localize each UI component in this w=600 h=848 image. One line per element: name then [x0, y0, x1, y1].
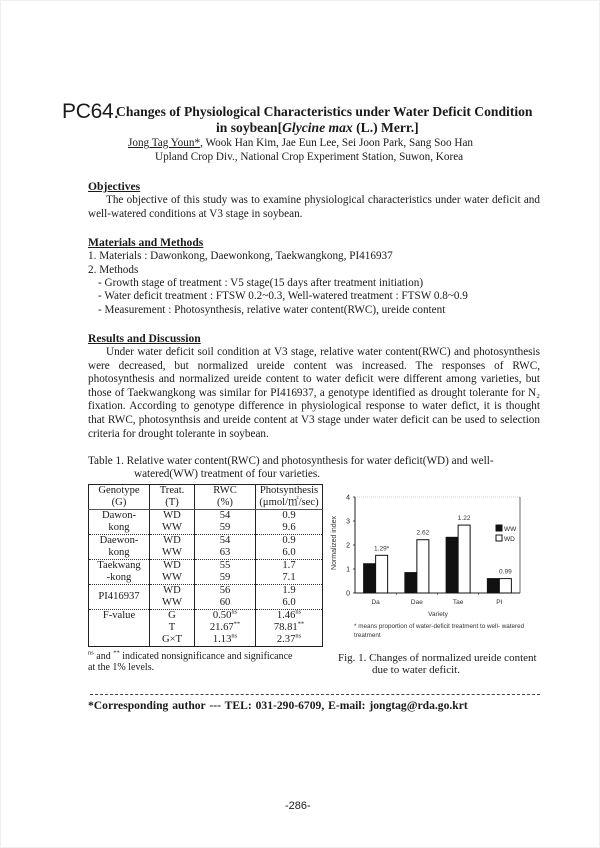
- genotype-cell: PI416937: [89, 585, 150, 610]
- genotype-name-cont: kong: [108, 547, 130, 558]
- x-axis-label: Variety: [428, 611, 448, 618]
- table-row: [89, 560, 323, 573]
- subheader-g: (G): [89, 497, 150, 510]
- title-pre: in soybean[: [216, 120, 283, 135]
- x-tick-label: PI: [496, 599, 503, 606]
- header-genotype: Genotype: [89, 485, 150, 498]
- legend-swatch-wd: [496, 535, 502, 541]
- ps-cell: 6.0: [256, 597, 323, 610]
- title-line-2: [216, 120, 419, 136]
- x-tick-label: Da: [371, 599, 380, 606]
- rwc-cell: 54: [195, 535, 256, 548]
- y-tick-label: 0: [346, 590, 350, 598]
- sig-mark: ns: [231, 632, 238, 640]
- footnote-text-1: and: [93, 651, 114, 662]
- ps-cell: 1.7: [256, 560, 323, 573]
- ps-cell: 7.1: [256, 572, 323, 585]
- authors: [128, 137, 473, 150]
- header-photosynthesis: Photsynthesis: [256, 485, 323, 498]
- corresponding-author: *Corresponding author --- TEL: 031-290-6709, E-mail: jongtag@rda.go.krt: [88, 699, 468, 712]
- bar-wd: [499, 579, 511, 593]
- fvalue-source: T: [150, 622, 195, 634]
- bars: [364, 525, 512, 593]
- coauthors: , Wook Han Kim, Jae Eun Lee, Sei Joon Park, Sang Soo Han: [200, 137, 474, 149]
- bar-ww: [446, 537, 458, 593]
- footnote-text-2: indicated nonsignificance and significance: [119, 651, 293, 662]
- y-tick-label: 4: [346, 494, 350, 502]
- rwc-cell: 63: [195, 547, 256, 560]
- fvalue-ps-value: 78.81: [273, 622, 298, 634]
- y-tick-label: 1: [346, 566, 350, 574]
- methods-item-growth-stage: - Growth stage of treatment : V5 stage(15 days after treatment initiation): [98, 277, 424, 289]
- species-name: Glycine max: [282, 120, 353, 135]
- figure1-caption-line-1: Fig. 1. Changes of normalized ureide content: [338, 652, 537, 664]
- header-treat: Treat.: [150, 485, 195, 498]
- objectives-heading: Objectives: [88, 180, 141, 193]
- results-paragraph: Under water deficit soil condition at V3 stage, relative water content(RWC) and photosynthesis were decreased, but normalized ureide content was increased. The responses of RWC, photosynthesis and normalized ureide content to water deficit were different among varieties, but those of Taekwangkong was similar for PI416937, a genotype identified as drought tolerante for N₂ fixation. According to genotype difference in physiological response to water defict, it is thought that RWC, photosynthsis and ureide content at V3 stage under water deficit can be used to selection criteria for drought tolerante in soybean.: [88, 346, 540, 440]
- treat-cell: WW: [150, 597, 195, 610]
- treat-cell: WD: [150, 585, 195, 598]
- rwc-cell: 56: [195, 585, 256, 598]
- fvalue-rwc-value: 21.67: [209, 622, 234, 634]
- bar-label: 2.62: [416, 529, 430, 537]
- bar-wd: [417, 540, 429, 593]
- table-row: [89, 510, 323, 523]
- figure1-caption: [338, 652, 544, 676]
- bar-wd: [376, 555, 388, 593]
- subheader-ps-unit: (μmol/㎡/sec): [256, 497, 323, 510]
- methods-item-water-treatment: - Water deficit treatment : FTSW 0.2~0.3, Well-watered treatment : FTSW 0.8~0.9: [98, 290, 468, 302]
- footnote-star-mark: **: [113, 649, 120, 657]
- table1-caption-line-1: Table 1. Relative water content(RWC) and photosynthesis for water deficit(WD) and well-: [88, 455, 494, 467]
- header-rwc: RWC: [195, 485, 256, 498]
- treat-cell: WD: [150, 510, 195, 523]
- bar-label: 1.29*: [374, 545, 390, 553]
- rwc-cell: 59: [195, 572, 256, 585]
- methods-item-materials: 1. Materials : Dawonkong, Daewonkong, Taekwangkong, PI416937: [88, 250, 393, 262]
- genotype-name: Taekwang: [97, 560, 141, 572]
- legend: [496, 525, 517, 543]
- fvalue-row: [89, 610, 323, 623]
- bar-label: 1.22: [457, 515, 471, 523]
- y-axis-label: Normalized index: [331, 515, 338, 571]
- table-row: [89, 535, 323, 548]
- legend-label-wd: WD: [504, 536, 515, 543]
- genotype-cell: [89, 535, 150, 560]
- fvalue-label: F-value: [89, 610, 150, 647]
- fvalue-ps-value: 2.37: [276, 634, 296, 646]
- table1-block: [88, 484, 328, 673]
- rwc-cell: 54: [195, 510, 256, 523]
- figure1-caption-line-2: due to water deficit.: [372, 664, 460, 676]
- objectives-paragraph: The objective of this study was to examine physiological characteristics under water deficit and well-watered conditions at V3 stage in soybean.: [88, 194, 540, 220]
- sig-mark: ns: [295, 608, 302, 616]
- treat-cell: WD: [150, 560, 195, 573]
- bar-label: 0.99: [499, 568, 512, 576]
- ps-cell: 0.9: [256, 510, 323, 523]
- bar-ww: [405, 573, 417, 593]
- fvalue-rwc: [195, 622, 256, 634]
- rwc-cell: 60: [195, 597, 256, 610]
- y-axis-ticks: [346, 495, 355, 598]
- table-row: [89, 585, 323, 598]
- fvalue-ps-value: 1.46: [276, 610, 296, 622]
- genotype-cell: [89, 510, 150, 535]
- fvalue-source: G×T: [150, 634, 195, 647]
- sig-mark: ns: [295, 632, 302, 640]
- ps-cell: 6.0: [256, 547, 323, 560]
- fvalue-ps: [256, 610, 323, 623]
- genotype-cell: [89, 560, 150, 585]
- fvalue-ps: [256, 622, 323, 634]
- objectives-text: [88, 194, 540, 221]
- page-number: -286-: [285, 800, 311, 812]
- treat-cell: WW: [150, 547, 195, 560]
- fvalue-ps: [256, 634, 323, 647]
- legend-label-ww: WW: [504, 526, 517, 533]
- methods-heading: Materials and Methods: [88, 236, 204, 249]
- bar-wd: [458, 525, 470, 593]
- sig-mark: **: [297, 620, 305, 628]
- separator-dashed: [90, 694, 540, 695]
- treat-cell: WD: [150, 535, 195, 548]
- genotype-name: Daewon-: [99, 535, 139, 547]
- fvalue-rwc-value: 1.13: [212, 634, 232, 646]
- ps-cell: 1.9: [256, 585, 323, 598]
- figure1-chart: [322, 485, 532, 621]
- results-text: [88, 346, 540, 441]
- rwc-cell: 55: [195, 560, 256, 573]
- fvalue-rwc: [195, 634, 256, 647]
- abstract-code: PC64.: [62, 100, 119, 123]
- methods-item-methods: 2. Methods: [88, 264, 139, 276]
- methods-item-measurement: - Measurement : Photosynthesis, relative water content(RWC), ureide content: [98, 304, 446, 316]
- ps-cell: 0.9: [256, 535, 323, 548]
- affiliation: Upland Crop Div., National Crop Experiment Station, Suwon, Korea: [155, 151, 464, 163]
- figure1-block: [322, 485, 544, 676]
- treat-cell: WW: [150, 572, 195, 585]
- genotype-name: Dawon-: [101, 510, 137, 522]
- y-tick-label: 3: [346, 518, 350, 526]
- fvalue-source: G: [150, 610, 195, 623]
- results-heading: Results and Discussion: [88, 332, 201, 345]
- bar-ww: [487, 579, 499, 593]
- treat-cell: WW: [150, 522, 195, 535]
- bar-labels: [374, 515, 512, 576]
- table1: [88, 484, 323, 647]
- sig-mark: **: [233, 620, 241, 628]
- title-post: (L.) Merr.]: [352, 120, 419, 135]
- ps-cell: 9.6: [256, 522, 323, 535]
- table1-footnote: [88, 651, 328, 673]
- rwc-cell: 59: [195, 522, 256, 535]
- x-tick-label: Dae: [410, 599, 423, 606]
- subheader-t: (T): [150, 497, 195, 510]
- genotype-name-cont: kong: [108, 522, 130, 533]
- footnote-ns-mark: ns: [88, 649, 94, 657]
- genotype-name-cont: -kong: [106, 572, 132, 583]
- fvalue-rwc-value: 0.50: [212, 610, 232, 622]
- sig-mark: ns: [231, 608, 238, 616]
- table1-caption-line-2: watered(WW) treatment of four varieties.: [134, 468, 321, 480]
- lead-author: Jong Tag Youn*: [128, 137, 201, 149]
- y-tick-label: 2: [346, 542, 350, 550]
- subheader-rwc-unit: (%): [195, 497, 256, 510]
- title-line-1: Changes of Physiological Characteristics under Water Deficit Condition: [116, 104, 533, 119]
- chart-note: * means proportion of water-deficit treatment to well- watered treatment: [354, 623, 525, 639]
- legend-swatch-ww: [496, 525, 502, 531]
- x-tick-label: Tae: [452, 599, 464, 606]
- fvalue-rwc: [195, 610, 256, 623]
- footnote-line-2: at the 1% levels.: [88, 662, 155, 673]
- x-axis-ticks: [371, 593, 502, 606]
- bar-ww: [364, 564, 376, 593]
